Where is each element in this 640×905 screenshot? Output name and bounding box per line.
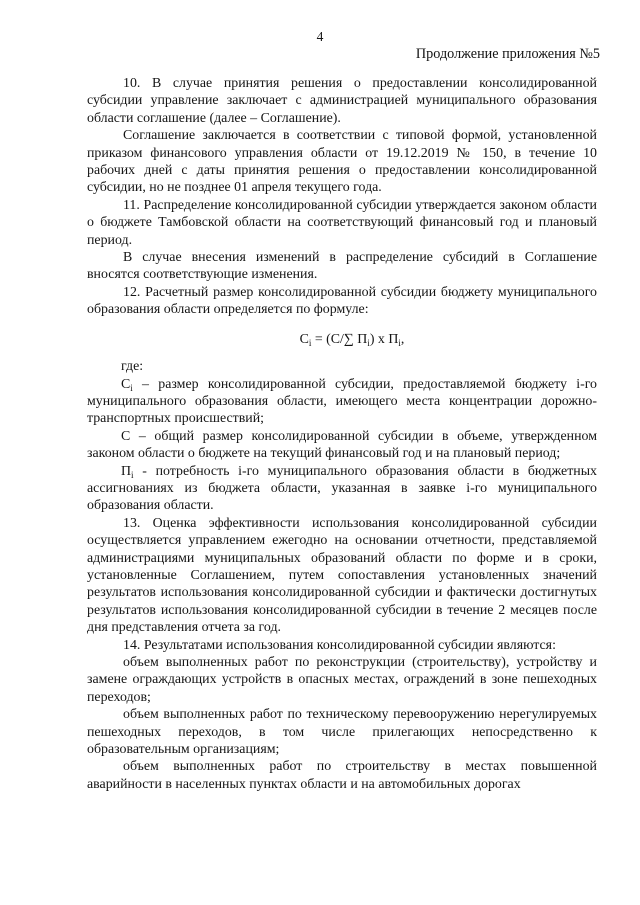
subsidy-formula: $C_i = (C/\sum$ $П_i$) x $П_i$, bbox=[299, 331, 405, 348]
paragraph-13: 13. Оценка эффективности использования консолидированной субсидии осуществляется управлением ежегодно на основании отчетности, представляемой администрациями муниципальных образований области по форме и в сроки, установленные Соглашением, путем сопоставления установленных значений результатов использования консолидированной субсидии и фактически достигнутых результатов использования консолидированной субсидии в течение 2 месяцев после дня представления отчета за год. bbox=[87, 515, 597, 636]
page-number: 4 bbox=[316, 29, 324, 44]
paragraph-10: 10. В случае принятия решения о предоставлении консолидированной субсидии управление заключает с администрацией муниципального образования области соглашение (далее – Соглашение). bbox=[87, 76, 597, 126]
paragraph-changes: В случае внесения изменений в распределение субсидий в Соглашение вносятся соответствующие изменения. bbox=[87, 250, 597, 283]
paragraph-11: 11. Распределение консолидированной субсидии утверждается законом области о бюджете Тамбовской области на соответствующий финансовый год и плановый период. bbox=[87, 197, 597, 248]
paragraph-agreement: Соглашение заключается в соответствии с типовой формой, установленной приказом финансового управления области от 19.12.2019 № 150, в течение 10 рабочих дней с даты принятия решения о предоставлении консолидированной субсидии, но не позднее 01 апреля текущего года. bbox=[87, 128, 597, 196]
result-crossings: объем выполненных работ по техническому перевооружению нерегулируемых пешеходных переходов, в том числе прилегающих непосредственно к образовательным организациям; bbox=[87, 707, 597, 758]
document-body bbox=[87, 75, 597, 793]
definition-c: C – общий размер консолидированной субсидии в объеме, утвержденном законом области о бюджете на текущий финансовый год и на плановый период; bbox=[87, 428, 597, 462]
paragraph-12: 12. Расчетный размер консолидированной субсидии бюджету муниципального образования области определяется по формуле: bbox=[87, 284, 597, 318]
result-construction: объем выполненных работ по строительству в местах повышенной аварийности в населенных пунктах области и на автомобильных дорогах bbox=[87, 759, 597, 792]
formula-lhs: C bbox=[299, 331, 309, 347]
result-guardrails: объем выполненных работ по реконструкции (строительству), устройству и замене ограждающих устройств в опасных местах, ограждений в зоне пешеходных переходов; bbox=[87, 655, 597, 705]
where-label: где: bbox=[121, 359, 144, 375]
appendix-header: Продолжение приложения №5 bbox=[415, 46, 600, 62]
paragraph-14: 14. Результатами использования консолидированной субсидии являются: bbox=[123, 637, 556, 653]
definition-pi: $П_i$ - потребность i-го муниципального образования области в бюджетных ассигнованиях из бюджета области, указанная в заявке i-го муниципального образования области. bbox=[87, 463, 597, 514]
definition-ci: $C_i$ – размер консолидированной субсидии, предоставляемой бюджету i-го муниципального образования области, имеющего места концентрации дорожно-транспортных происшествий; bbox=[87, 376, 597, 427]
